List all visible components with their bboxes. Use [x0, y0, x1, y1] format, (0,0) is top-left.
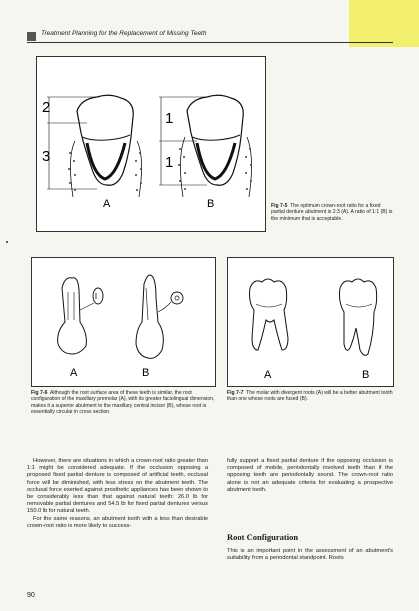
fig75-caption-text: The optimum crown-root ratio for a fixed partial denture abutment is 2:3 (A). A ratio of 1:1 (B) is the minimum that is acceptable. — [271, 203, 393, 222]
fused-root-molar-drawing — [340, 279, 377, 355]
ratio-left-top: 2 — [42, 99, 51, 116]
root-configuration-illustration — [32, 258, 215, 386]
header-marker — [27, 32, 36, 41]
body-paragraph: For the same reasons, an abutment tooth with a less than desirable crown-root ratio is more likely to success- — [27, 515, 208, 529]
body-paragraph: This is an important point in the assessment of an abutment's suitability from a periodontal standpoint. Roots — [227, 548, 393, 562]
fig77-caption-text: The molar with divergent roots (A) will be a better abutment tooth than one whose roots are fused (B). — [227, 390, 393, 403]
fig76-caption — [31, 390, 216, 415]
central-incisor-drawing — [136, 275, 183, 358]
figure-7-6 — [31, 257, 216, 387]
figure-7-5 — [36, 56, 266, 232]
fig76-label-b: B — [142, 367, 150, 379]
fig75-label-b: B — [207, 198, 215, 210]
running-header: Treatment Planning for the Replacement of Missing Teeth — [41, 30, 207, 37]
divergent-root-molar-drawing — [250, 279, 289, 350]
ratio-right-top: 1 — [165, 110, 174, 127]
page-number: 90 — [27, 592, 35, 599]
fig75-caption-label: Fig 7-5 — [271, 203, 288, 209]
margin-mark — [6, 241, 8, 243]
section-heading: Root Configuration — [227, 532, 299, 542]
body-paragraph: However, there are situations in which a crown-root ratio greater than 1:1 might be considered adequate. If the occlusion opposing a proposed fixed partial denture is composed of artificial teeth, occlusal force will be diminished, with less stress on the abutment teeth. The occlusal force exerted against prosthetic appliances has been shown to be considerably less than that against natural teeth: 26.0 lb for removable partial dentures and 54.5 lb for fixed partial dentures versus 150.0 lb for natural teeth. — [27, 458, 208, 515]
maxillary-premolar-drawing — [58, 278, 103, 354]
header-rule — [27, 42, 393, 43]
crown-root-ratio-illustration — [37, 57, 265, 231]
ratio-right-bottom: 1 — [165, 154, 174, 171]
tooth-a-drawing — [47, 95, 142, 197]
fig77-label-a: A — [264, 369, 272, 381]
fig76-label-a: A — [70, 367, 78, 379]
fig77-caption-label: Fig 7-7 — [227, 390, 244, 396]
fig77-caption — [227, 390, 394, 403]
sticky-note — [349, 0, 419, 47]
fig75-label-a: A — [103, 198, 111, 210]
body-paragraph: fully support a fixed partial denture if the opposing occlusion is composed of mobile, periodontally involved teeth than if the opposing teeth are periodontally sound. The crown-root ratio alone is not an adequate criteria for evaluating a prospective abutment tooth. — [227, 458, 393, 493]
figure-7-7 — [227, 257, 394, 387]
fig77-label-b: B — [362, 369, 370, 381]
body-right-column-continued — [227, 548, 393, 562]
fig75-caption — [271, 203, 393, 222]
ratio-left-bottom: 3 — [42, 148, 51, 165]
fig76-caption-label: Fig 7-6 — [31, 390, 48, 396]
body-left-column — [27, 458, 208, 530]
fig76-caption-text: Although the root surface area of these teeth is similar, the root configuration of the maxillary premolar (A), with its greater faciolingual dimension, makes it a superior abutment to the maxillary central incisor (B), whose root is essentially circular in cross section. — [31, 390, 215, 415]
molar-roots-illustration — [228, 258, 393, 386]
body-right-column — [227, 458, 393, 494]
